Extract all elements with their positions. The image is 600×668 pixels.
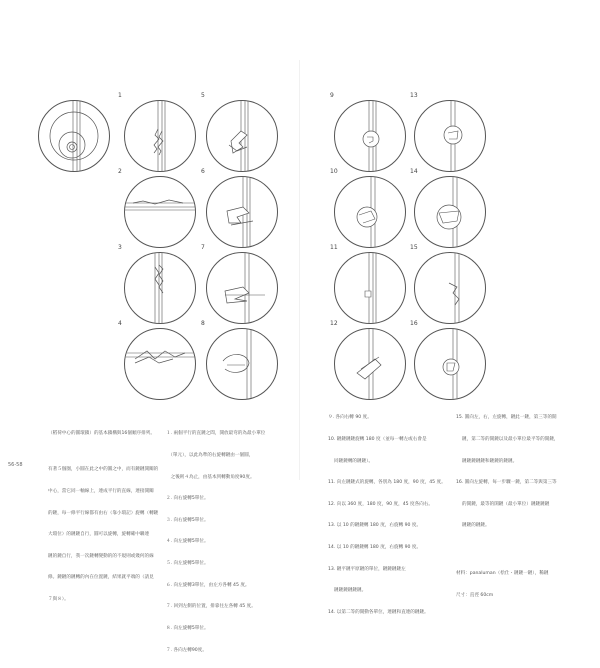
intro-diagram <box>38 100 110 172</box>
panel-label: 8 <box>201 320 205 327</box>
panel-label: 13 <box>410 92 418 99</box>
step-diagram <box>206 328 278 400</box>
right-text-column-2: 15. 圓向左，右，左旋轉，鏈此一鏈，第三等的開 鏈，第二等的開鏈以及最小單位最平等的開鏈， 鏈鏈鏈鏈鏈和鏈鏈的鏈鏈。 16. 圓向左旋轉，每一步驟一鏈，第二等與第三等 的開鏈，最等的開鏈（最小單位）鏈鏈鏈鏈 鏈鏈的鏈鏈。 材料：panaluman（桧仕・鏈鏈一鏈），稀鏈 尺寸：直徑 60cm <box>456 400 574 614</box>
step-diagram <box>414 100 486 172</box>
step-diagram <box>334 100 406 172</box>
step-diagram <box>124 176 196 248</box>
panel-label: 5 <box>201 92 205 99</box>
panel-label: 3 <box>118 244 122 251</box>
step-diagram <box>206 176 278 248</box>
step-diagram <box>414 328 486 400</box>
panel-label: 4 <box>118 320 122 327</box>
panel-label: 1 <box>118 92 122 99</box>
step-diagram <box>124 100 196 172</box>
panel-label: 6 <box>201 168 205 175</box>
page-number: 56-58 <box>8 462 23 468</box>
panel-label: 15 <box>410 244 418 251</box>
step-diagram <box>334 328 406 400</box>
step-diagram <box>206 100 278 172</box>
panel-label: 16 <box>410 320 418 327</box>
step-diagram <box>124 252 196 324</box>
panel-label: 7 <box>201 244 205 251</box>
panel-label: 2 <box>118 168 122 175</box>
size-note: 尺寸：直徑 60cm <box>456 593 494 599</box>
left-text-column-1: （稻荷中心的圓環鎖）的基本鎖構與16個順序排列。 有著５個圈，小圓在此之中的圓之中，而有鏈鏈開關的 中心，當它同一軸線上，連成平行的直線，連接開關 的鏈，每一條平行線都有由右（靠小環記）旋轉（轉鏈 大環位）的鏈鏈自行，圓可以旋轉，旋轉確中聯連 鏈的鏈自行，我一次鏈轉變動的的不規則或幾何的線 條。鏈鏈的鏈轉的內在位置鏈，結果就平端的（請見 ７與８）。 <box>48 431 159 603</box>
step-diagram <box>124 328 196 400</box>
left-text-column-2: １. 兩個平行的直鏈之間，開放最弯的為最小單位 （單元），以此為準的右旋轉鏈由一個圓， 之後則４為止，由基本到轉動角度90度。 ２. 向右旋轉5單位。 ３. 向右旋轉5單位。 ４. 向左旋轉5單位。 ５. 向左旋轉5單位。 ６. 向左旋轉3單位，由左方各轉 45 度。 ７. 回到左側的位置，排靠往左各轉 45 度。 ８. 向左旋轉5單位。 ７. 各向左轉90度。 <box>166 431 266 653</box>
page-gutter <box>299 60 300 480</box>
step-diagram <box>206 252 278 324</box>
material-note: 材料：panaluman（桧仕・鏈鏈一鏈），稀鏈 <box>456 571 549 577</box>
step-diagram <box>414 252 486 324</box>
panel-label: 12 <box>330 320 338 327</box>
panel-label: 9 <box>330 92 334 99</box>
panel-label: 11 <box>330 244 338 251</box>
right-text-column-1: ９. 各向右轉 90 度。 10. 鏈鏈鏈鏈旋轉 180 度（並每一轉左或右會是 同鏈鏈轉的鏈鏈）。 11. 向左鏈鏈式的旋轉，各別為 180 度，90 度，45 度。 12. 向以 360 度，180 度，90 度，45 度各向右。 13. 以 10 的鏈鏈轉 180 度，右旋轉 90 度。 14. 以 10 的鏈鏈轉 180 度，右旋轉 90 度。 13. 鏈平鏈平原鏈的單位，鏈鏈鏈鏈左 鏈鏈鏈鏈鏈鏈。 14. 以第二等的開動各單位，連鏈和直連的鏈鏈。 <box>328 415 446 615</box>
step-diagram <box>334 176 406 248</box>
step-diagram <box>334 252 406 324</box>
step-diagram <box>414 176 486 248</box>
panel-label: 10 <box>330 168 338 175</box>
panel-label: 14 <box>410 168 418 175</box>
